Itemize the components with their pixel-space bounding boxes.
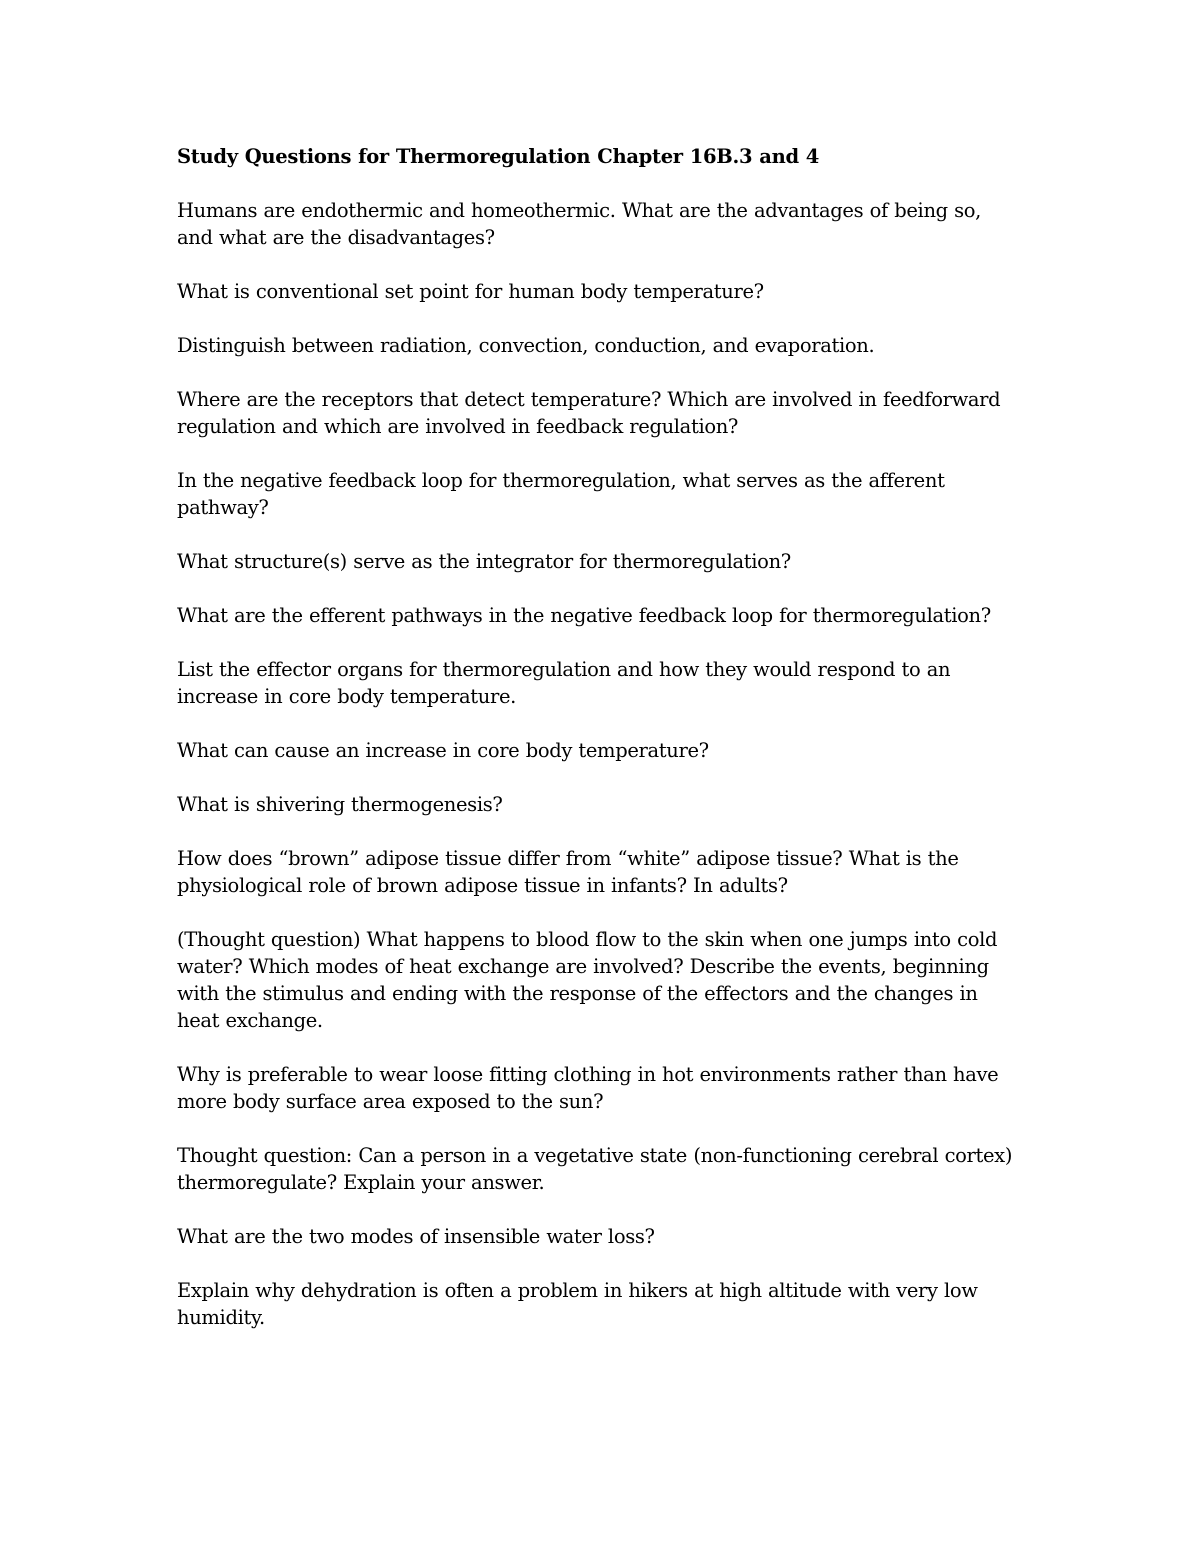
question-15: What are the two modes of insensible water loss?	[177, 1225, 655, 1248]
document-title: Study Questions for Thermoregulation Chapter 16B.3 and 4	[177, 145, 820, 168]
question-16: Explain why dehydration is often a problem in hikers at high altitude with very low humidity.	[177, 1279, 978, 1329]
question-1: Humans are endothermic and homeothermic. What are the advantages of being so, and what are the disadvantages?	[177, 199, 982, 249]
question-11: How does “brown” adipose tissue differ from “white” adipose tissue? What is the physiological role of brown adipose tissue in infants? In adults?	[177, 847, 959, 897]
question-8: List the effector organs for thermoregulation and how they would respond to an increase in core body temperature.	[177, 658, 951, 708]
question-7: What are the efferent pathways in the negative feedback loop for thermoregulation?	[177, 604, 991, 627]
question-14: Thought question: Can a person in a vegetative state (non-functioning cerebral cortex) thermoregulate? Explain your answer.	[177, 1144, 1013, 1194]
question-4: Where are the receptors that detect temperature? Which are involved in feedforward regulation and which are involved in feedback regulation?	[177, 388, 1001, 438]
question-12: (Thought question) What happens to blood flow to the skin when one jumps into cold water? Which modes of heat exchange are involved? Describe the events, beginning with the stimulus and ending with the response of the effectors and the changes in heat exchange.	[177, 928, 998, 1032]
question-10: What is shivering thermogenesis?	[177, 793, 503, 816]
question-5: In the negative feedback loop for thermoregulation, what serves as the afferent pathway?	[177, 469, 945, 519]
question-6: What structure(s) serve as the integrator for thermoregulation?	[177, 550, 791, 573]
question-13: Why is preferable to wear loose fitting clothing in hot environments rather than have more body surface area exposed to the sun?	[177, 1063, 999, 1113]
question-9: What can cause an increase in core body temperature?	[177, 739, 709, 762]
question-2: What is conventional set point for human body temperature?	[177, 280, 764, 303]
question-3: Distinguish between radiation, convection, conduction, and evaporation.	[177, 334, 875, 357]
document-body	[177, 143, 1017, 1358]
